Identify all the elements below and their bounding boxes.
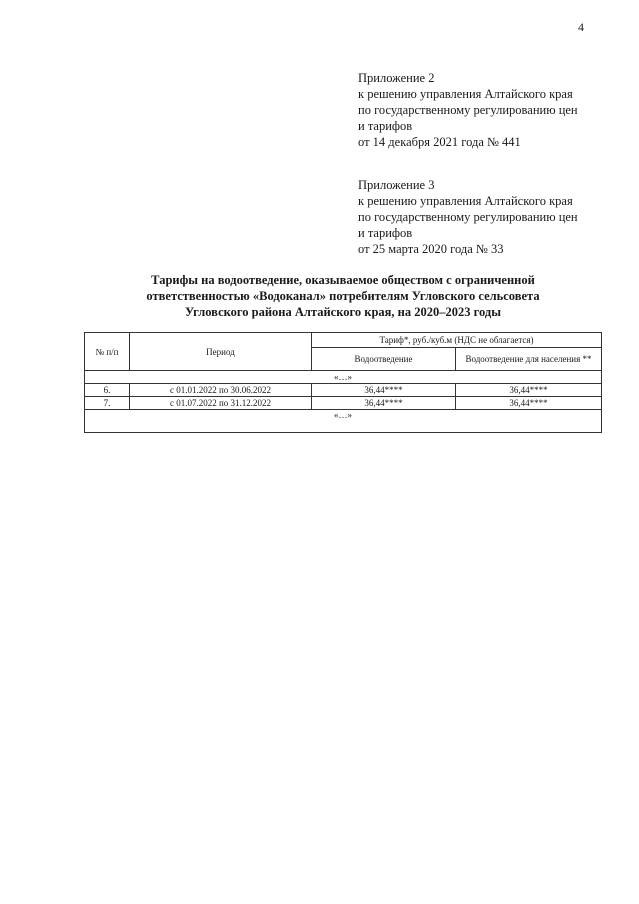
appendix-2-line: от 14 декабря 2021 года № 441: [358, 135, 521, 149]
ellipsis-top: «…»: [85, 371, 602, 384]
ellipsis-bottom: «…»: [85, 410, 602, 433]
appendix-3-line: по государственному регулированию цен: [358, 210, 578, 224]
appendix-3-line: и тарифов: [358, 226, 413, 240]
page-number: 4: [578, 20, 584, 34]
row-period: с 01.07.2022 по 31.12.2022: [130, 397, 312, 410]
appendix-3-line: Приложение 3: [358, 178, 435, 192]
header-tariff: Тариф*, руб./куб.м (НДС не облагается): [312, 333, 602, 348]
header-number: № п/п: [85, 333, 130, 371]
row-wastewater-value: 36,44****: [312, 384, 456, 397]
header-wastewater: Водоотведение: [312, 348, 456, 371]
table-row: [85, 384, 602, 397]
appendix-2-line: Приложение 2: [358, 71, 435, 85]
row-period: с 01.01.2022 по 30.06.2022: [130, 384, 312, 397]
tariff-table: [84, 332, 602, 433]
appendix-3-block: [358, 177, 628, 257]
appendix-2-line: к решению управления Алтайского края: [358, 87, 573, 101]
appendix-2-block: [358, 70, 628, 150]
appendix-3-line: от 25 марта 2020 года № 33: [358, 242, 504, 256]
title-line: Угловского района Алтайского края, на 2020–2023 годы: [185, 305, 501, 319]
title-line: Тарифы на водоотведение, оказываемое обществом с ограниченной: [151, 273, 535, 287]
document-title: [80, 272, 606, 320]
table-row: [85, 397, 602, 410]
row-number: 7.: [85, 397, 130, 410]
appendix-2-line: и тарифов: [358, 119, 413, 133]
title-line: ответственностью «Водоканал» потребителям Угловского сельсовета: [146, 289, 540, 303]
row-wastewater-population-value: 36,44****: [456, 384, 602, 397]
row-wastewater-value: 36,44****: [312, 397, 456, 410]
row-number: 6.: [85, 384, 130, 397]
appendix-2-line: по государственному регулированию цен: [358, 103, 578, 117]
header-period: Период: [130, 333, 312, 371]
appendix-3-line: к решению управления Алтайского края: [358, 194, 573, 208]
header-wastewater-population: Водоотведение для населения **: [456, 348, 602, 371]
row-wastewater-population-value: 36,44****: [456, 397, 602, 410]
